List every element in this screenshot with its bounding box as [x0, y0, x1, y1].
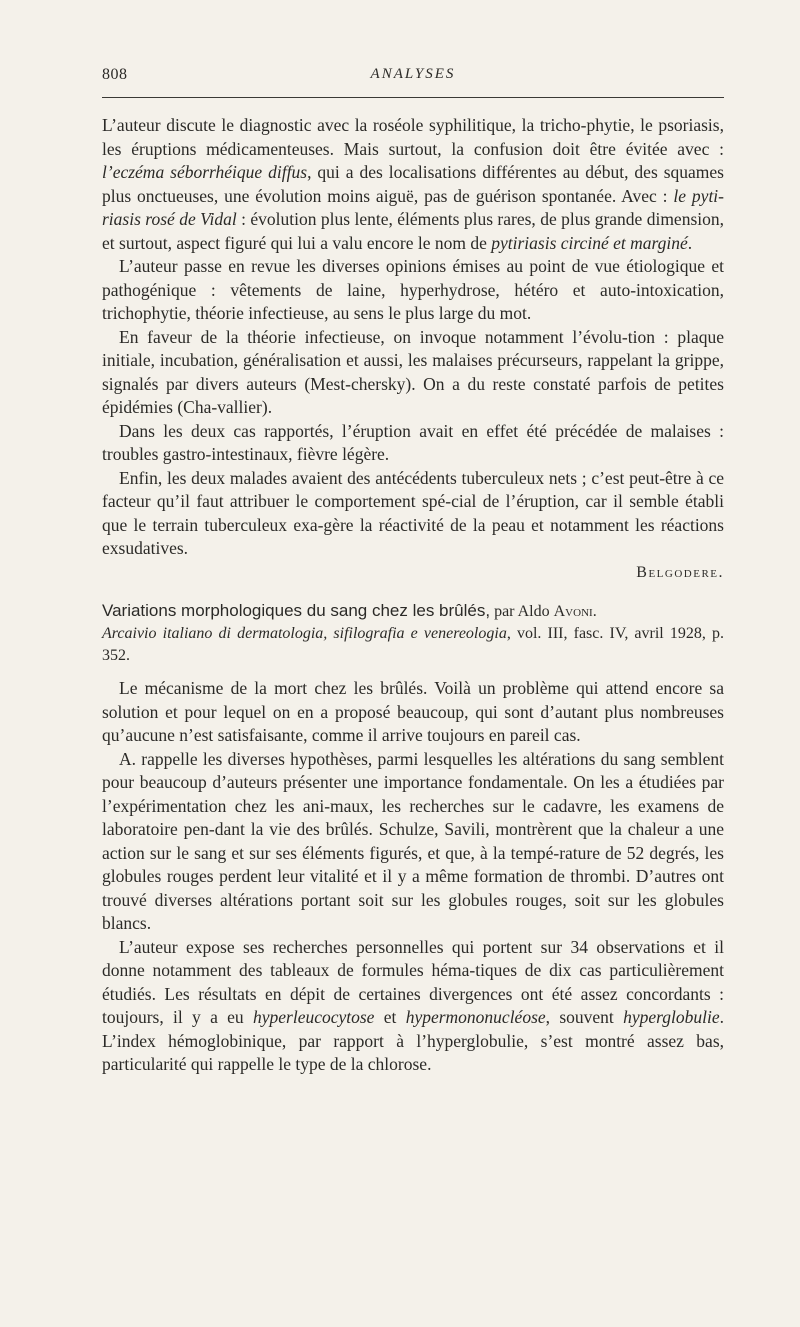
paragraph: Le mécanisme de la mort chez les brûlés. Voilà un problème qui attend encore sa solution et pour lequel on en a proposé beaucoup, qui sont d’autant plus nombreuses qu’aucune n’est satisfaisante, comme il arrive toujours en pareil cas.	[102, 678, 724, 745]
text-run: .	[592, 603, 597, 620]
paragraph: En faveur de la théorie infectieuse, on invoque notamment l’évolu-tion : plaque initiale, incubation, généralisation et aussi, les malaises précurseurs, rappelant la grippe, signalés par divers auteurs (Mest-chersky). On a du reste constaté parfois de petites épidémies (Cha-vallier).	[102, 326, 724, 417]
text-run: . L’index hémoglobinique, par rapport à l’hyperglobulie, s’est montré assez bas, particularité qui rappelle le type de la chlorose.	[102, 1007, 724, 1074]
page-body	[102, 114, 724, 1077]
paragraph	[102, 114, 724, 255]
text-run: : évolution plus lente, éléments plus rares, de plus grande dimension, et surtout, aspect figuré qui lui a valu encore le nom de	[102, 209, 725, 253]
text-run: .	[687, 232, 693, 253]
text-run: L’auteur expose ses recherches personnelles qui portent sur 34 observations et il donne notamment des tableaux de formules héma-tiques de dix cas particulièrement étudiés. Les résultats en dépit de certaines divergences ont été assez concordants : toujours, il y a eu	[102, 936, 724, 1027]
paragraph: A. rappelle les diverses hypothèses, parmi lesquelles les altérations du sang semblent pour beaucoup d’auteurs présenter une importance fondamentale. On les a étudiées par l’expérimentation chez les ani-maux, les recherches sur le cadavre, les examens de laboratoire pen-dant la vie des brûlés. Schulze, Savili, montrèrent que la chaleur a une action sur le sang et sur ses éléments figurés, et que, à la tempé-rature de 52 degrés, les globules rouges perdent leur vitalité et il y a même formation de thrombi. D’autres ont trouvé diverses altérations portant soit sur les globules rouges, soit sur les globules blancs.	[102, 748, 724, 933]
text-run: L’auteur discute le diagnostic avec la roséole syphilitique, la tricho-phytie, le psoriasis, les éruptions médicamenteuses. Mais surtout, la confusion doit être évitée avec :	[102, 115, 724, 159]
running-title: ANALYSES	[370, 66, 456, 82]
page-number: 808	[102, 66, 128, 83]
italic-term: pytiriasis circiné et marginé	[491, 232, 688, 253]
paragraph: L’auteur passe en revue les diverses opinions émises au point de vue étiologique et pathogénique : vêtements de laine, hyperhydrose, hétéro et auto-intoxication, trichophytie, théorie infectieuse, au sens le plus large du mot.	[102, 256, 724, 323]
paragraph	[102, 936, 724, 1077]
article-heading	[102, 600, 724, 667]
italic-term: hyperglobulie	[623, 1007, 720, 1027]
text-run: , qui a des localisations différentes au début, des squames plus onctueuses, une évolution moins aiguë, pas de guérison spontanée. Avec :	[102, 162, 724, 206]
text-run: , souvent	[545, 1007, 624, 1027]
article-title: Variations morphologiques du sang chez les brûlés,	[102, 601, 491, 620]
text-run: et	[374, 1007, 406, 1027]
page	[102, 66, 725, 1074]
journal-title: Arcaivio italiano di dermatologia, sifilografia e venereologia	[102, 625, 507, 642]
italic-term: hypermononucléose	[405, 1007, 546, 1027]
header-rule	[102, 97, 724, 98]
reviewer-signature: Belgodere.	[636, 563, 724, 581]
paragraph: Dans les deux cas rapportés, l’éruption avait en effet été précédée de malaises : troubles gastro-intestinaux, fièvre légère.	[102, 420, 724, 464]
citation: , vol. III, fasc. IV, avril 1928, p. 352.	[102, 625, 724, 664]
text-run: par Aldo	[490, 603, 554, 620]
paragraph: Enfin, les deux malades avaient des antécédents tuberculeux nets ; c’est peut-être à ce facteur qu’il faut attribuer le comportement spé-cial de l’éruption, car il semble établi que le terrain tuberculeux exa-gère la réactivité de la peau et notamment les réactions exsudatives.	[102, 467, 724, 558]
italic-term: hyperleucocytose	[252, 1007, 375, 1027]
article-author: Avoni	[553, 603, 593, 620]
italic-term: le pyti-riasis rosé de Vidal	[102, 185, 724, 229]
page-header	[102, 66, 724, 88]
italic-term: l’eczéma séborrhéique diffus	[102, 162, 308, 182]
spacer	[102, 667, 724, 677]
